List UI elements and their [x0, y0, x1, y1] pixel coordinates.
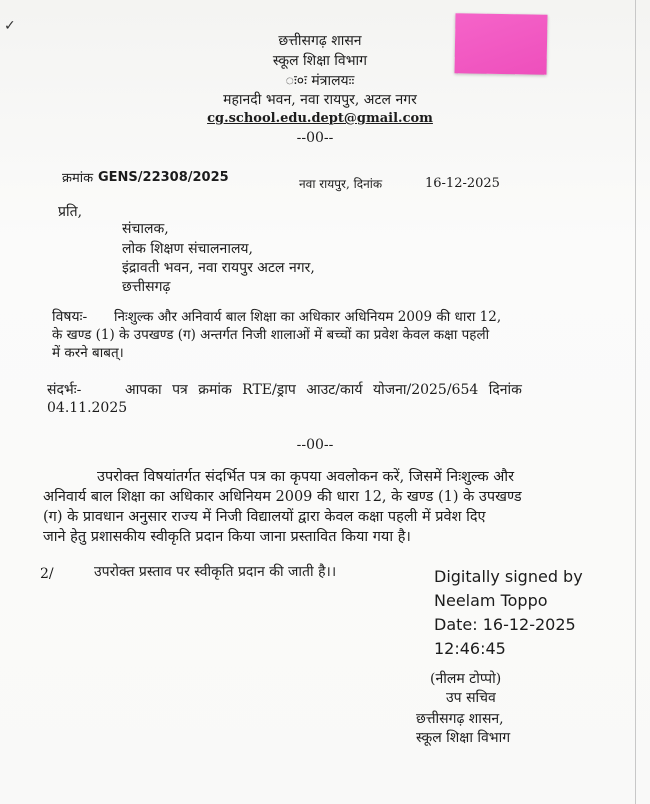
recipient-line: लोक शिक्षण संचालनालय,: [122, 241, 254, 257]
header-email: cg.school.edu.dept@gmail.com: [207, 111, 433, 126]
header-ministry: ः०ः मंत्रालयःः: [285, 73, 355, 89]
recipient-to: प्रति,: [58, 204, 83, 220]
corner-mark-icon: ✓: [4, 18, 16, 34]
subject-line-3: में करने बाबत्।: [52, 345, 124, 361]
subject-label: विषयः-: [52, 309, 88, 325]
body-para1-line-4: जाने हेतु प्रशासकीय स्वीकृति प्रदान किया जाना प्रस्तावित किया गया है।: [43, 529, 411, 545]
page-edge: [635, 0, 636, 804]
recipient-line: संचालक,: [122, 221, 169, 237]
reference-place-date-label: नवा रायपुर, दिनांक: [299, 177, 383, 191]
reference-number-label: क्रमांक: [62, 171, 94, 186]
reference-letter-line-2: 04.11.2025: [47, 400, 128, 416]
header-department: स्कूल शिक्षा विभाग: [272, 53, 368, 69]
reference-date: 16-12-2025: [425, 176, 500, 191]
subject-line-2: के खण्ड (1) के उपखण्ड (ग) अन्तर्गत निजी शालाओं में बच्चों का प्रवेश केवल कक्षा पहली: [52, 327, 490, 343]
header-govt: छत्तीसगढ़ शासन: [278, 33, 362, 49]
signatory-department: स्कूल शिक्षा विभाग: [416, 730, 511, 746]
sticky-note: [454, 13, 547, 75]
subject-line-1: निःशुल्क और अनिवार्य बाल शिक्षा का अधिकार अधिनियम 2009 की धारा 12,: [114, 309, 502, 325]
signatory-name: (नीलम टोप्पो): [430, 671, 502, 687]
header-separator: --00--: [296, 130, 334, 146]
digital-signature-time: 12:46:45: [434, 639, 506, 658]
body-separator: --00--: [296, 437, 334, 453]
body-para2-text: उपरोक्त प्रस्ताव पर स्वीकृति प्रदान की जाती है।।: [94, 564, 337, 580]
body-para1-line-1: उपरोक्त विषयांतर्गत संदर्भित पत्र का कृपया अवलोकन करें, जिसमें निःशुल्क और: [97, 469, 515, 485]
recipient-line: इंद्रावती भवन, नवा रायपुर अटल नगर,: [122, 260, 315, 276]
header-address: महानदी भवन, नवा रायपुर, अटल नगर: [223, 92, 417, 108]
body-para2-number: 2/: [40, 566, 54, 582]
reference-number: GENS/22308/2025: [98, 170, 229, 185]
recipient-line: छत्तीसगढ़: [122, 279, 171, 295]
digital-signature-date: Date: 16-12-2025: [434, 615, 576, 634]
reference-letter-label: संदर्भः-: [47, 382, 82, 398]
signatory-designation: उप सचिव: [446, 690, 496, 706]
digital-signature-line-1: Digitally signed by: [434, 567, 583, 586]
digital-signature-name: Neelam Toppo: [434, 591, 548, 610]
body-para1-line-2: अनिवार्य बाल शिक्षा का अधिकार अधिनियम 2009 की धारा 12, के खण्ड (1) के उपखण्ड: [43, 489, 522, 505]
reference-letter-line-1: आपका पत्र क्रमांक RTE/ड्राप आउट/कार्य योजना/2025/654 दिनांक: [125, 382, 522, 398]
body-para1-line-3: (ग) के प्रावधान अनुसार राज्य में निजी विद्यालयों द्वारा केवल कक्षा पहली में प्रवेश दिए: [43, 509, 486, 525]
signatory-govt: छत्तीसगढ़ शासन,: [416, 711, 504, 727]
